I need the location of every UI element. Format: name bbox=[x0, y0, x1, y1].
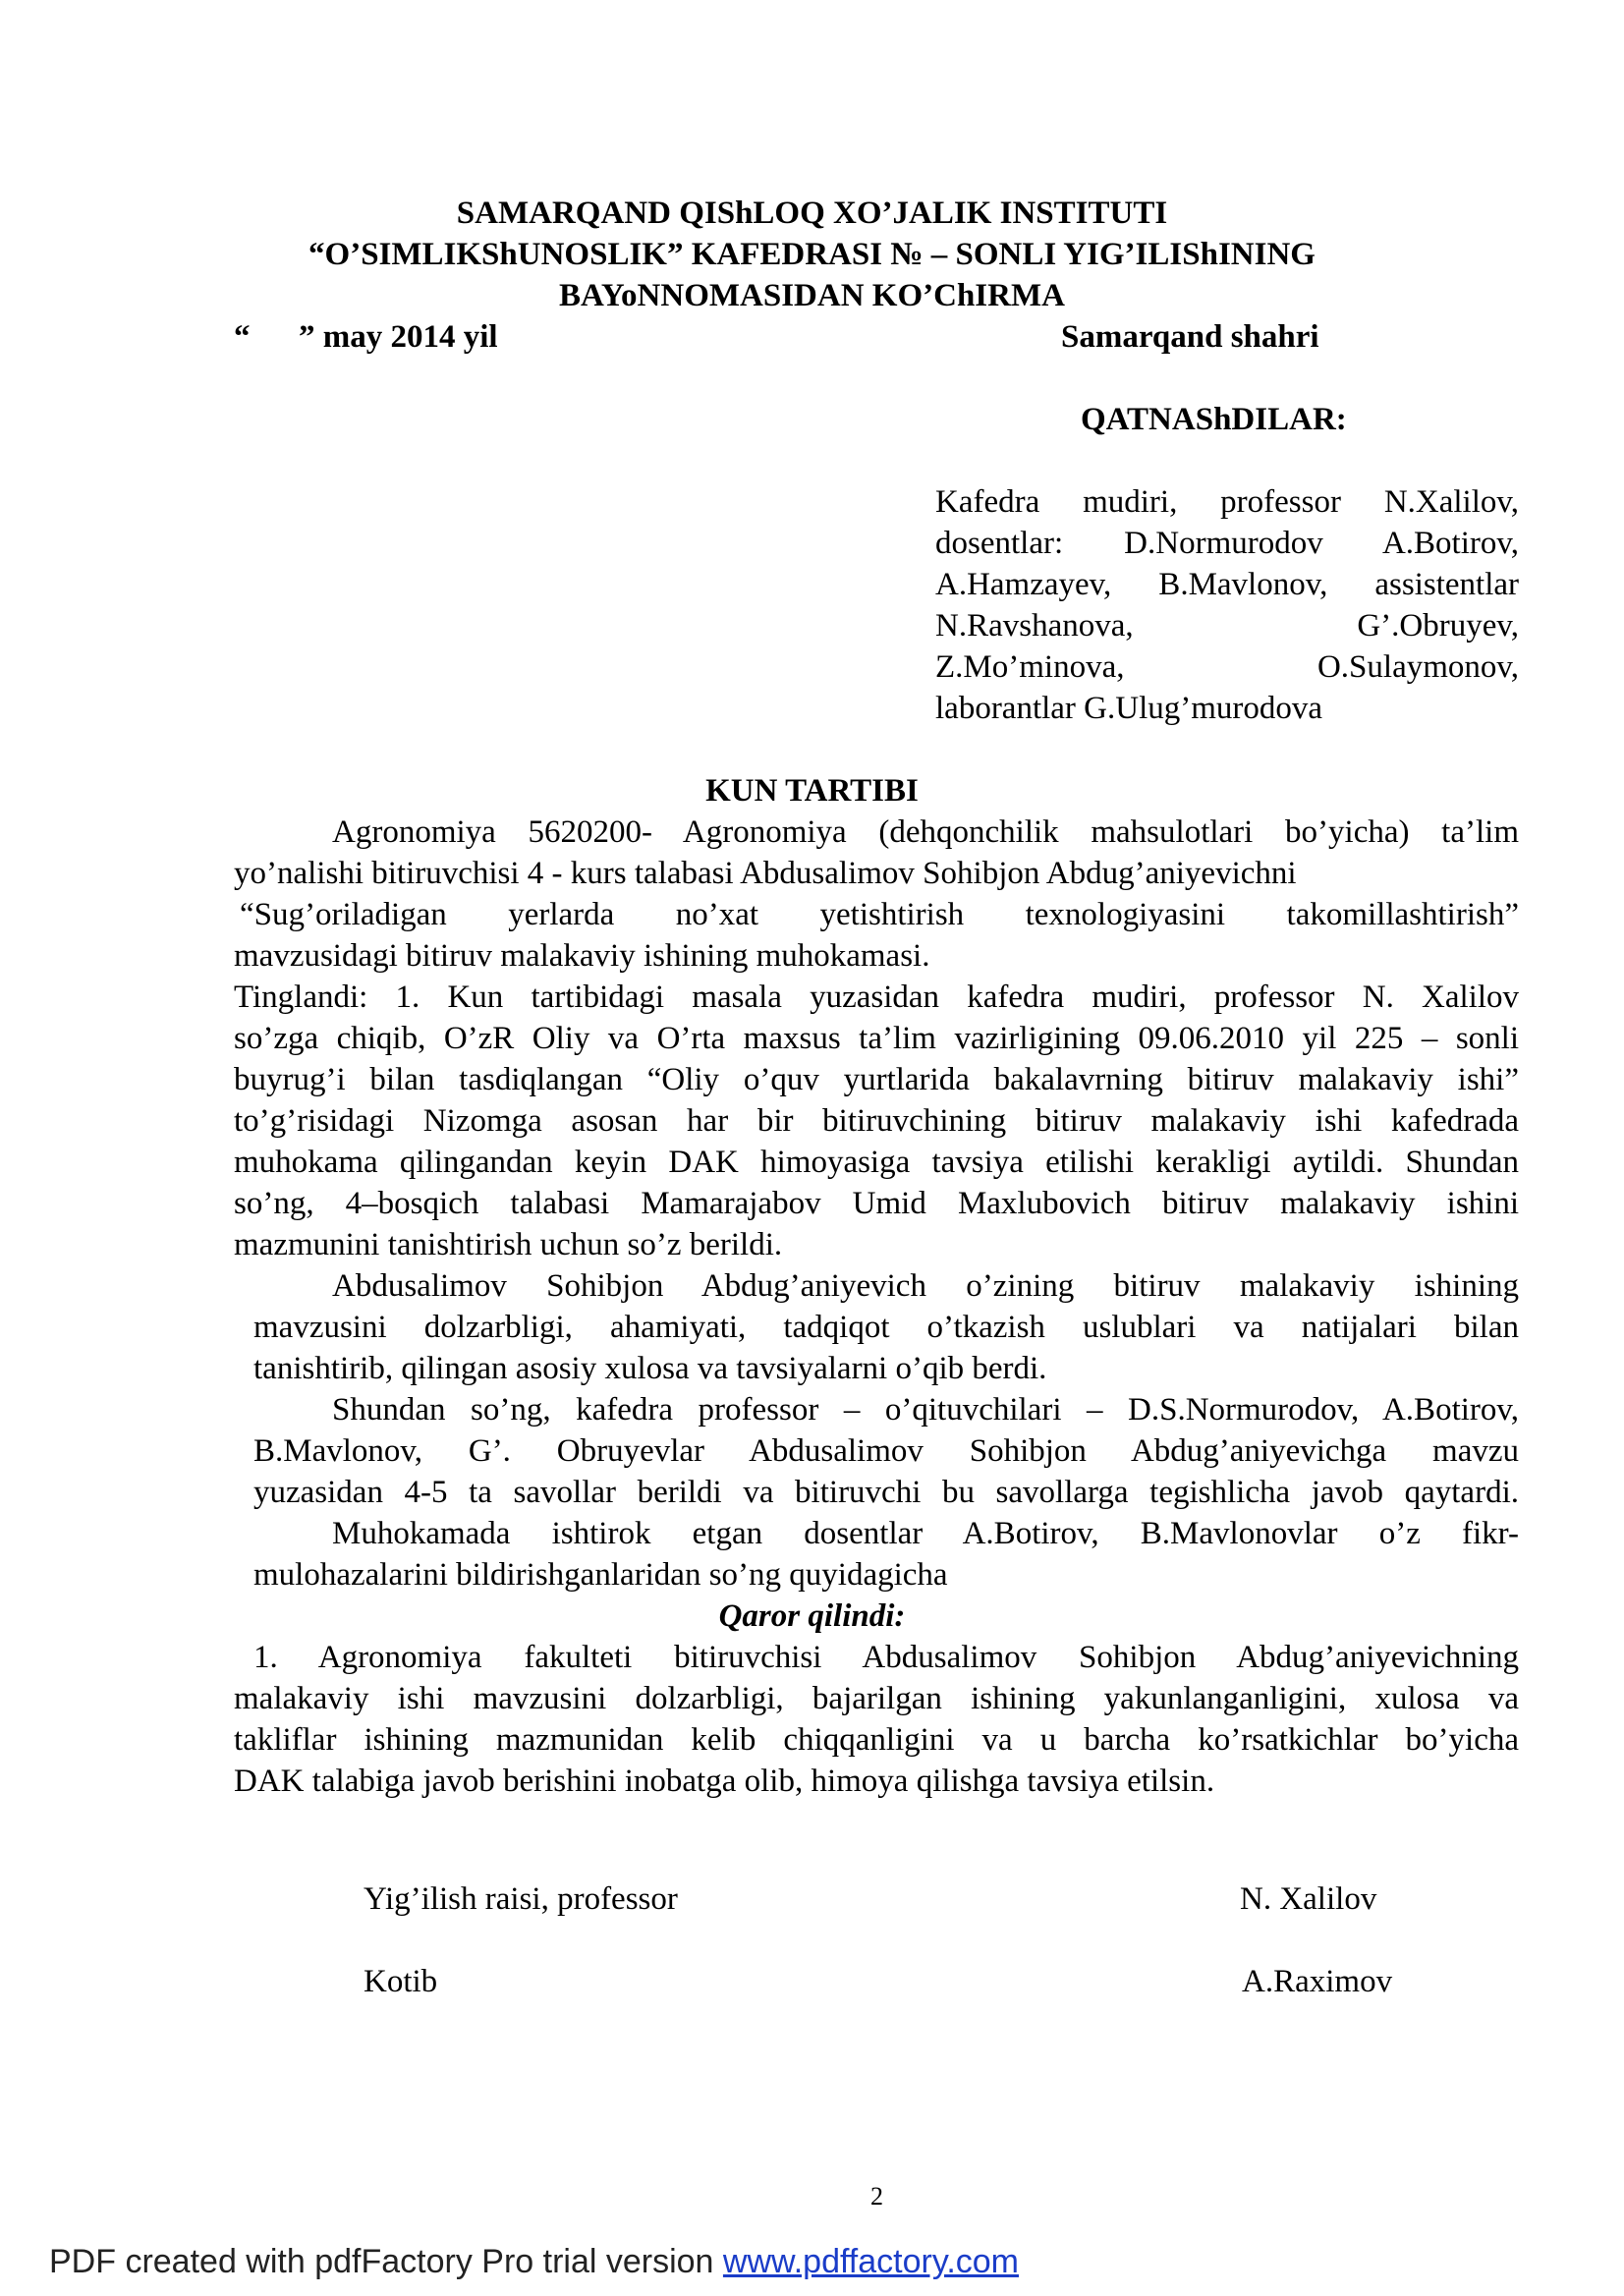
questions-line: yuzasidan 4-5 ta savollar berildi va bitiruvchi bu savollarga tegishlicha javob qaytardi. bbox=[253, 1475, 1519, 1510]
document-date: “ ” may 2014 yil bbox=[234, 319, 498, 355]
participants-title: QATNAShDILAR: bbox=[1081, 402, 1347, 437]
heard-line: mazmunini tanishtirish uchun so’z berildi. bbox=[234, 1227, 783, 1262]
pdf-footer-link[interactable]: www.pdffactory.com bbox=[722, 2243, 1019, 2280]
discussion-line: mulohazalarini bildirishganlaridan so’ng quyidagicha bbox=[253, 1557, 948, 1593]
presentation-line: Abdusalimov Sohibjon Abdug’aniyevich o’zining bitiruv malakaviy ishining bbox=[332, 1268, 1519, 1304]
participants-line: N.Ravshanova, G’.Obruyev, bbox=[935, 608, 1519, 644]
document-title-line3: BAYoNNOMASIDAN KO’ChIRMA bbox=[559, 278, 1065, 313]
page-number: 2 bbox=[870, 2182, 883, 2211]
decision-line: 1. Agronomiya fakulteti bitiruvchisi Abdusalimov Sohibjon Abdug’aniyevichning bbox=[253, 1640, 1519, 1675]
agenda-line: Agronomiya 5620200- Agronomiya (dehqonchilik mahsulotlari bo’yicha) ta’lim bbox=[332, 814, 1519, 850]
document-place: Samarqand shahri bbox=[1061, 319, 1319, 355]
pdf-footer bbox=[49, 2241, 1019, 2282]
decision-paragraph bbox=[234, 1637, 1519, 1802]
heard-line: muhokama qilingandan keyin DAK himoyasiga tavsiya etilishi kerakligi aytildi. Shundan bbox=[234, 1145, 1519, 1180]
pdf-footer-text: PDF created with pdfFactory Pro trial version bbox=[49, 2243, 723, 2280]
heard-line: so’ng, 4–bosqich talabasi Mamarajabov Umid Maxlubovich bitiruv malakaviy ishini bbox=[234, 1186, 1519, 1221]
presentation-line: tanishtirib, qilingan asosiy xulosa va tavsiyalarni o’qib berdi. bbox=[253, 1351, 1047, 1386]
participants-line: laborantlar G.Ulug’murodova bbox=[935, 691, 1323, 726]
document-title-line2: “O’SIMLIKShUNOSLIK” KAFEDRASI № – SONLI YIG’ILIShINING bbox=[308, 237, 1316, 272]
heard-line: so’zga chiqib, O’zR Oliy va O’rta maxsus ta’lim vazirligining 09.06.2010 yil 225 – sonli bbox=[234, 1021, 1519, 1056]
participants-line: A.Hamzayev, B.Mavlonov, assistentlar bbox=[935, 567, 1519, 602]
chair-name: N. Xalilov bbox=[1240, 1881, 1377, 1917]
questions-paragraph bbox=[253, 1389, 1519, 1513]
chair-role: Yig’ilish raisi, professor bbox=[364, 1881, 678, 1917]
discussion-line: Muhokamada ishtirok etgan dosentlar A.Botirov, B.Mavlonovlar o’z fikr- bbox=[332, 1516, 1519, 1551]
questions-line: Shundan so’ng, kafedra professor – o’qituvchilari – D.S.Normurodov, A.Botirov, bbox=[332, 1392, 1519, 1428]
agenda-line: yo’nalishi bitiruvchisi 4 - kurs talabasi Abdusalimov Sohibjon Abdug’aniyevichni bbox=[234, 856, 1297, 891]
agenda-paragraph bbox=[234, 812, 1519, 977]
heard-line: to’g’risidagi Nizomga asosan har bir bitiruvchining bitiruv malakaviy ishi kafedrada bbox=[234, 1103, 1519, 1139]
questions-line: B.Mavlonov, G’. Obruyevlar Abdusalimov Sohibjon Abdug’aniyevichga mavzu bbox=[253, 1433, 1519, 1469]
decision-title: Qaror qilindi: bbox=[718, 1598, 906, 1634]
heard-line: Tinglandi: 1. Kun tartibidagi masala yuzasidan kafedra mudiri, professor N. Xalilov bbox=[234, 980, 1519, 1015]
secretary-name: A.Raximov bbox=[1242, 1964, 1393, 1999]
presentation-paragraph bbox=[253, 1265, 1519, 1389]
decision-line: malakaviy ishi mavzusini dolzarbligi, bajarilgan ishining yakunlanganligini, xulosa va bbox=[234, 1681, 1519, 1716]
agenda-line: “Sug’oriladigan yerlarda no’xat yetishtirish texnologiyasini takomillashtirish” bbox=[240, 897, 1519, 932]
participants-line: Z.Mo’minova, O.Sulaymonov, bbox=[935, 649, 1519, 685]
presentation-line: mavzusini dolzarbligi, ahamiyati, tadqiqot o’tkazish uslublari va natijalari bilan bbox=[253, 1310, 1519, 1345]
participants-line: dosentlar: D.Normurodov A.Botirov, bbox=[935, 526, 1519, 561]
document-title-line1: SAMARQAND QIShLOQ XO’JALIK INSTITUTI bbox=[456, 196, 1168, 231]
secretary-role: Kotib bbox=[364, 1964, 438, 1999]
agenda-title: KUN TARTIBI bbox=[705, 773, 919, 809]
participants-line: Kafedra mudiri, professor N.Xalilov, bbox=[935, 484, 1519, 520]
decision-line: takliflar ishining mazmunidan kelib chiqqanligini va u barcha ko’rsatkichlar bo’yicha bbox=[234, 1722, 1519, 1758]
decision-line: DAK talabiga javob berishini inobatga olib, himoya qilishga tavsiya etilsin. bbox=[234, 1764, 1215, 1799]
heard-line: buyrug’i bilan tasdiqlangan “Oliy o’quv yurtlarida bakalavrning bitiruv malakaviy ishi” bbox=[234, 1062, 1519, 1097]
discussion-paragraph bbox=[253, 1513, 1519, 1596]
agenda-line: mavzusidagi bitiruv malakaviy ishining muhokamasi. bbox=[234, 938, 930, 974]
participants-list bbox=[935, 481, 1519, 729]
heard-paragraph bbox=[234, 977, 1519, 1265]
